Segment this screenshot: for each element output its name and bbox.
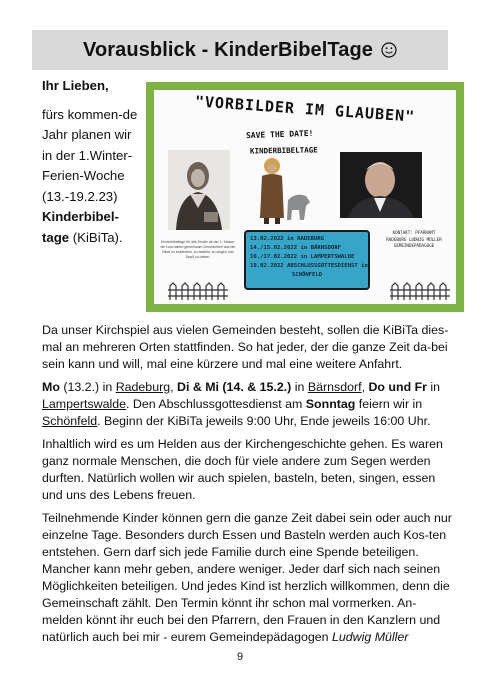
- smiley-icon: [381, 42, 397, 58]
- flyer-date-line: 19.02.2022 ABSCHLUSSGOTTESDIENST in: [250, 263, 368, 269]
- fence-left-icon: [168, 282, 228, 300]
- intro-text: [42, 105, 142, 249]
- text-fragment: . Den Abschlussgottesdienst am: [126, 397, 306, 411]
- text-fragment: feiern wir in: [355, 397, 423, 411]
- flyer-date-line: 16./17.02.2022 in LAMPERTSWALDE: [250, 254, 355, 260]
- place-baernsdorf: Bärnsdorf: [307, 380, 362, 394]
- flyer-content: [154, 90, 456, 304]
- flyer-date-line: 13.02.2022 in RADEBURG: [250, 236, 325, 242]
- event-flyer: [146, 82, 464, 312]
- text-fragment: in: [291, 380, 308, 394]
- page-title: Vorausblick - KinderBibelTage: [83, 38, 373, 61]
- intro-column: [42, 76, 142, 248]
- text-fragment: ,: [361, 380, 369, 394]
- paragraph-4: [42, 510, 452, 646]
- flyer-date-line: SCHÖNFELD: [291, 272, 323, 278]
- text-fragment: ,: [170, 380, 177, 394]
- flyer-left-text: Kinderbibeltage für alle Kinder ab der 1. Klasse, die Lust haben gemeinsam Geschichten aus der Bibel zu entdecken, zu basteln, zu singen und Spaß zu haben.: [160, 240, 236, 259]
- intro-highlight: Kinderbibel-tage: [42, 209, 119, 245]
- flyer-title: "VORBILDER IM GLAUBEN": [194, 92, 416, 126]
- greeting: Ihr Lieben,: [42, 78, 109, 93]
- place-lampertswalde: Lampertswalde: [42, 397, 127, 411]
- day-mo: Mo: [42, 380, 60, 394]
- day-do-fr: Do und Fr: [368, 380, 427, 394]
- day-sonntag: Sonntag: [305, 397, 356, 411]
- page-header: [32, 30, 448, 70]
- text-fragment: . Beginn der KiBiTa jeweils 9:00 Uhr, Ende jeweils 16:00 Uhr.: [97, 414, 431, 428]
- place-schoenfeld: Schönfeld: [42, 414, 98, 428]
- author-name: Ludwig Müller: [331, 630, 409, 644]
- text-fragment: in: [426, 380, 441, 394]
- day-di-mi: Di & Mi (14. & 15.2.): [177, 380, 292, 394]
- intro-body: fürs kommen-de Jahr planen wir in der 1.Winter-Ferien-Woche (13.-19.2.23): [42, 106, 138, 204]
- fence-right-icon: [390, 282, 450, 300]
- saint-figure-image: [250, 156, 314, 226]
- paragraph-2: [42, 379, 452, 430]
- intro-suffix: (KiBiTa).: [69, 229, 123, 245]
- paragraph-3: Inhaltlich wird es um Helden aus der Kirchengeschichte gehen. Es waren ganz normale Menschen, die doch für viele andere zum Segen werden durften. Natürlich wollen wir auch spielen, basteln, beten, singen, essen und uns des Lebens freuen.: [42, 437, 443, 502]
- flyer-dates-box: [244, 230, 370, 290]
- paragraph-1: Da unser Kirchspiel aus vielen Gemeinden besteht, sollen die KiBiTa dies-mal an mehreren Orten stattfinden. So hat jeder, der die ganze Zeit da-bei sein kann und will, mal eine kürzere und mal eine weitere Anfahrt.: [42, 323, 449, 371]
- page-number: 9: [236, 651, 244, 663]
- flyer-subtitle: SAVE THE DATE!: [245, 128, 314, 141]
- article-body: [42, 322, 452, 652]
- text-fragment: (13.2.) in: [59, 380, 116, 394]
- portrait-man-image: [340, 152, 422, 218]
- place-radeburg: Radeburg: [115, 380, 171, 394]
- flyer-contact-text: KONTAKT: PFARRAMT RADEBURG LUDWIG MÜLLER GEMEINDEPÄDAGOGE: [386, 230, 442, 248]
- flyer-date-line: 14./15.02.2022 in BÄRNSDORF: [250, 245, 341, 251]
- paragraph-4-text: Teilnehmende Kinder können gern die ganze Zeit dabei sein oder auch nur einzelne Tage. Besonders durch Essen und Basteln werden auch Kos-ten entstehen. Gern darf sich jede Familie durch eine Spende beteiligen. Mancher kann mehr geben, andere weniger. Jeder darf sich nach seinen Möglichkeiten beteiligen. Und jedes Kind ist herzlich willkommen, denn die Gemeinschaft zählt. Den Termin könnt ihr schon mal vormerken. An-melden könnt ihr euch bei den Pfarrern, den Frauen in den Kanzlern und natürlich auch bei mir - eurem Gemeindepädagogen: [42, 511, 452, 644]
- portrait-woman-image: [168, 150, 230, 230]
- flyer-subtitle-2: KINDERBIBELTAGE: [249, 145, 318, 156]
